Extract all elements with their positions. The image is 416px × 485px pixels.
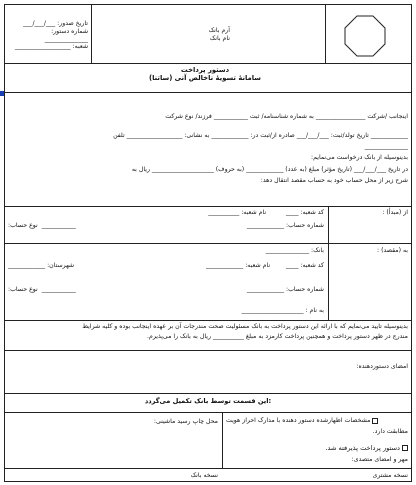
identity-check-label: مشخصات اظهارشده دستور دهنده با مدارک احراز هویت xyxy=(226,417,371,424)
applicant-section xyxy=(8,113,408,185)
origin-branch-code[interactable]: کد شعبه: ____ xyxy=(286,209,324,216)
origin-branch-name[interactable]: نام شعبه: __________ xyxy=(208,209,267,216)
applicant-line-2[interactable]: ____________ تاریخ تولد/ثبت: ___/___/___ صادره از/ثبت در: ____________ به نشانی: __________________ تلفن xyxy=(113,131,408,139)
page-title: دستور پرداخت xyxy=(180,66,230,74)
issue-info-block xyxy=(10,20,88,51)
issue-date-field[interactable]: تاریخ صدور: ___/___/___ xyxy=(23,20,88,27)
page-subtitle: سامانهٔ تسویهٔ ناخالص آنی (ساتنا) xyxy=(148,74,261,83)
accepted-label: دستور پرداخت پذیرفته شد. xyxy=(325,443,400,452)
origin-account-type-input[interactable]: ___________ xyxy=(41,221,76,229)
destination-branch-code[interactable]: کد شعبه: ____ xyxy=(286,261,324,269)
applicant-line-1[interactable]: اینجانب /شرکت ________________ به شماره شناسنامه/ ثبت ___________ فرزند/ نوع شرکت xyxy=(165,113,408,120)
signature-area[interactable] xyxy=(8,356,238,390)
amount-line[interactable]: در تاریخ ___/___/___ (تاریخ مؤثر) مبلغ (به عدد) ____________ (به حروف) ____________________ ریال به xyxy=(131,166,408,173)
destination-label: به (مقصد) : xyxy=(377,247,408,254)
origin-account-type-label: نوع حساب: xyxy=(8,221,38,229)
declaration-line-1: بدینوسیله تایید می‌نمایم که با ارائه این دستور پرداخت به بانک مسئولیت صحت مندرجات آن بر عهده اینجانب بوده و کلیه شرایط xyxy=(82,323,408,330)
order-number-field[interactable]: شماره دستور: ______________ xyxy=(44,27,88,43)
destination-account-type-label: نوع حساب: xyxy=(8,285,38,293)
octagon-seal-icon xyxy=(344,15,386,57)
receipt-location: محل چاپ رسید ماشینی: xyxy=(153,418,218,425)
destination-account-type-input[interactable]: ___________ xyxy=(41,285,76,293)
bank-checks xyxy=(226,417,408,463)
customer-copy-label: نسخه مشتری xyxy=(372,472,408,479)
destination-account-number[interactable]: شماره حساب: ____________ xyxy=(246,285,324,293)
declaration-line-2[interactable]: مندرج در ظهر دستور پرداخت و همچنین پرداخت کارمزد به مبلغ __________ ریال به بانک را می‌پذیرم. xyxy=(147,332,408,340)
identity-checkbox[interactable] xyxy=(372,418,378,424)
accepted-checkbox[interactable] xyxy=(402,445,408,451)
declaration-text xyxy=(8,323,408,341)
destination-holder-name[interactable]: به نام : ____________________ xyxy=(241,307,324,315)
origin-label: از (مبدأ) : xyxy=(382,209,408,216)
bank-copy-label: نسخه بانک xyxy=(190,472,218,479)
identity-match-note: مطابقت دارد. xyxy=(372,427,408,435)
bank-identity xyxy=(170,27,230,43)
bank-name: نام بانک xyxy=(209,34,230,42)
request-intro: بدینوسیله از بانک درخواست می‌نمایم: xyxy=(311,154,408,162)
destination-fields xyxy=(8,247,324,315)
destination-branch-name[interactable]: نام شعبه: ____________ xyxy=(206,261,271,269)
branch-field[interactable]: شعبه: __________________ xyxy=(14,43,88,51)
destination-city[interactable]: شهرستان: ____________ xyxy=(8,261,75,269)
stamp-label: مهر و امضای متصدی: xyxy=(351,455,408,463)
transfer-note: شرح زیر از محل حساب خود به حساب مقصد انتقال دهد: xyxy=(260,176,408,184)
origin-fields xyxy=(8,209,324,230)
applicant-line-3[interactable]: ______________ xyxy=(364,142,408,150)
signature-label: امضای دستوردهنده: xyxy=(356,363,408,370)
bank-section-title: این قسمت توسط بانک تکمیل می‌گردد: xyxy=(144,397,272,405)
origin-account-number[interactable]: شماره حساب: ____________ xyxy=(246,221,324,229)
form-title xyxy=(120,66,290,83)
bank-logo-placeholder: آرم بانک xyxy=(208,27,230,34)
destination-bank[interactable]: بانک: ______________ xyxy=(265,247,324,254)
